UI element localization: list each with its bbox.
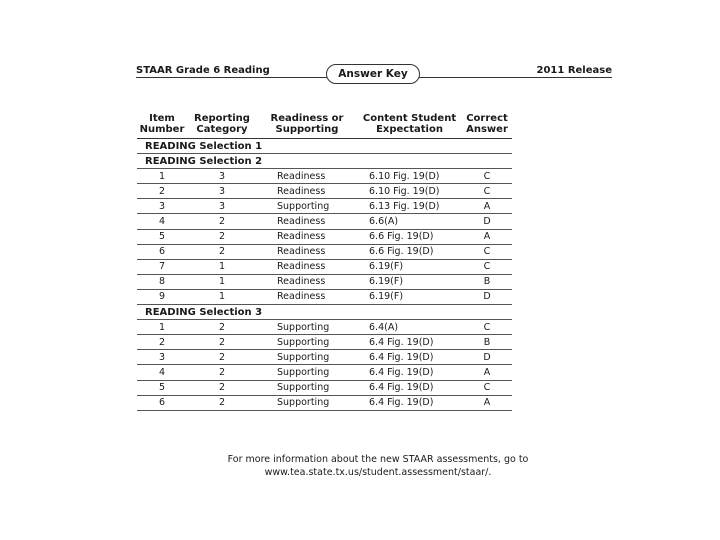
readiness-cell: Readiness <box>257 259 357 274</box>
reporting-category-cell: 2 <box>187 214 257 229</box>
table-row <box>137 320 512 335</box>
section-title: READING Selection 1 <box>137 139 512 154</box>
answer-cell: A <box>462 229 512 244</box>
expectation-cell: 6.10 Fig. 19(D) <box>357 169 462 184</box>
answer-cell: D <box>462 289 512 304</box>
item-number-cell: 1 <box>137 320 187 335</box>
answer-cell: D <box>462 350 512 365</box>
section-title: READING Selection 3 <box>137 305 512 320</box>
readiness-cell: Readiness <box>257 184 357 199</box>
answer-cell: C <box>462 244 512 259</box>
readiness-cell: Readiness <box>257 169 357 184</box>
readiness-cell: Readiness <box>257 229 357 244</box>
reporting-category-cell: 1 <box>187 289 257 304</box>
answer-cell: C <box>462 259 512 274</box>
item-number-cell: 5 <box>137 380 187 395</box>
reporting-category-cell: 3 <box>187 184 257 199</box>
table-header-row <box>137 113 512 139</box>
expectation-cell: 6.6 Fig. 19(D) <box>357 244 462 259</box>
expectation-cell: 6.4 Fig. 19(D) <box>357 395 462 410</box>
table-row <box>137 244 512 259</box>
expectation-cell: 6.6 Fig. 19(D) <box>357 229 462 244</box>
expectation-cell: 6.4 Fig. 19(D) <box>357 335 462 350</box>
reporting-category-cell: 2 <box>187 320 257 335</box>
item-number-cell: 6 <box>137 395 187 410</box>
readiness-cell: Readiness <box>257 274 357 289</box>
readiness-cell: Supporting <box>257 365 357 380</box>
table-row <box>137 365 512 380</box>
answer-cell: A <box>462 365 512 380</box>
table-row <box>137 350 512 365</box>
answer-cell: C <box>462 169 512 184</box>
item-number-cell: 6 <box>137 244 187 259</box>
expectation-cell: 6.19(F) <box>357 259 462 274</box>
item-number-cell: 3 <box>137 350 187 365</box>
answer-cell: C <box>462 320 512 335</box>
reporting-category-cell: 2 <box>187 244 257 259</box>
table-row <box>137 184 512 199</box>
table-row <box>137 229 512 244</box>
item-number-cell: 2 <box>137 184 187 199</box>
expectation-cell: 6.19(F) <box>357 289 462 304</box>
readiness-cell: Readiness <box>257 244 357 259</box>
readiness-cell: Supporting <box>257 199 357 214</box>
table-row <box>137 335 512 350</box>
readiness-cell: Supporting <box>257 335 357 350</box>
table-row <box>137 199 512 214</box>
item-number-cell: 7 <box>137 259 187 274</box>
reporting-category-cell: 1 <box>187 274 257 289</box>
col-header-readiness-supporting: Readiness or Supporting <box>257 113 357 139</box>
answer-cell: C <box>462 184 512 199</box>
item-number-cell: 2 <box>137 335 187 350</box>
answer-cell: B <box>462 274 512 289</box>
footer-note <box>200 453 556 479</box>
item-number-cell: 4 <box>137 214 187 229</box>
table-row <box>137 214 512 229</box>
reporting-category-cell: 3 <box>187 169 257 184</box>
readiness-cell: Readiness <box>257 214 357 229</box>
item-number-cell: 1 <box>137 169 187 184</box>
reporting-category-cell: 3 <box>187 199 257 214</box>
readiness-cell: Readiness <box>257 289 357 304</box>
reporting-category-cell: 1 <box>187 259 257 274</box>
answer-key-badge: Answer Key <box>326 64 420 84</box>
reporting-category-cell: 2 <box>187 395 257 410</box>
answer-key-table <box>137 113 512 411</box>
item-number-cell: 3 <box>137 199 187 214</box>
answer-cell: B <box>462 335 512 350</box>
table-body <box>137 139 512 411</box>
reporting-category-cell: 2 <box>187 335 257 350</box>
answer-cell: C <box>462 380 512 395</box>
col-header-correct-answer: Correct Answer <box>462 113 512 139</box>
expectation-cell: 6.4 Fig. 19(D) <box>357 380 462 395</box>
expectation-cell: 6.10 Fig. 19(D) <box>357 184 462 199</box>
expectation-cell: 6.6(A) <box>357 214 462 229</box>
item-number-cell: 5 <box>137 229 187 244</box>
readiness-cell: Supporting <box>257 350 357 365</box>
expectation-cell: 6.4 Fig. 19(D) <box>357 350 462 365</box>
expectation-cell: 6.4 Fig. 19(D) <box>357 365 462 380</box>
expectation-cell: 6.19(F) <box>357 274 462 289</box>
section-row <box>137 139 512 154</box>
document-title: STAAR Grade 6 Reading <box>136 65 270 76</box>
item-number-cell: 9 <box>137 289 187 304</box>
table-row <box>137 289 512 304</box>
expectation-cell: 6.13 Fig. 19(D) <box>357 199 462 214</box>
answer-cell: A <box>462 199 512 214</box>
release-label: 2011 Release <box>536 65 612 76</box>
section-row <box>137 305 512 320</box>
section-title: READING Selection 2 <box>137 154 512 169</box>
answer-cell: A <box>462 395 512 410</box>
table-row <box>137 274 512 289</box>
readiness-cell: Supporting <box>257 380 357 395</box>
reporting-category-cell: 2 <box>187 380 257 395</box>
col-header-item-number: Item Number <box>137 113 187 139</box>
answer-cell: D <box>462 214 512 229</box>
table-row <box>137 380 512 395</box>
readiness-cell: Supporting <box>257 320 357 335</box>
expectation-cell: 6.4(A) <box>357 320 462 335</box>
footer-line-1: For more information about the new STAAR assessments, go to <box>227 454 529 465</box>
reporting-category-cell: 2 <box>187 229 257 244</box>
item-number-cell: 4 <box>137 365 187 380</box>
readiness-cell: Supporting <box>257 395 357 410</box>
section-row <box>137 154 512 169</box>
table-row <box>137 169 512 184</box>
col-header-reporting-category: Reporting Category <box>187 113 257 139</box>
table-row <box>137 395 512 410</box>
footer-link-text: www.tea.state.tx.us/student.assessment/staar/. <box>264 467 492 478</box>
col-header-content-expectation: Content Student Expectation <box>357 113 462 139</box>
item-number-cell: 8 <box>137 274 187 289</box>
reporting-category-cell: 2 <box>187 365 257 380</box>
table-row <box>137 259 512 274</box>
reporting-category-cell: 2 <box>187 350 257 365</box>
